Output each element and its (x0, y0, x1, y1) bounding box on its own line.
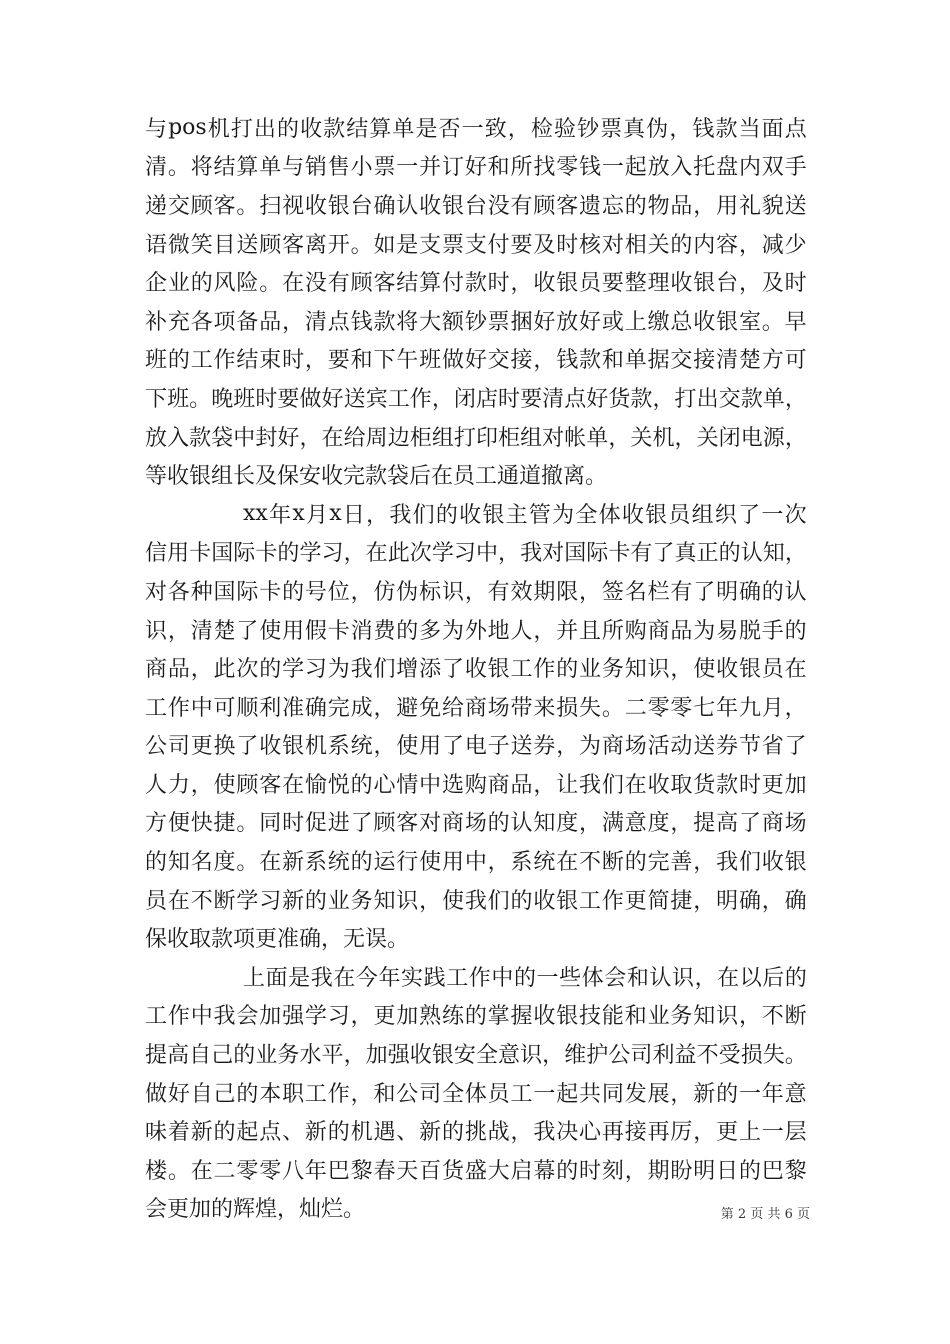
text-line: 班 的 工 作 结 束 时 ， 要 和 下 午 班 做 好 交 接 ， 钱 款 和 单 据 交 接 清 楚 方 可 (145, 348, 807, 374)
text-line: 楼 。 在 二 零 零 八 年 巴 黎 春 天 百 货 盛 大 启 幕 的 时 刻 ， 期 盼 明 日 的 巴 黎 (145, 1158, 807, 1184)
text-line: 企 业 的 风 险 。 在 没 有 顾 客 结 算 付 款 时 ， 收 银 员 要 整 理 收 银 台 ， 及 时 (145, 271, 807, 297)
text-line: 补 充 各 项 备 品 ， 清 点 钱 款 将 大 额 钞 票 捆 好 放 好 或 上 缴 总 收 银 室 。 早 (145, 309, 807, 335)
text-line: 上 面 是 我 在 今 年 实 践 工 作 中 的 一 些 体 会 和 认 识 ， 在 以 后 的 (243, 965, 807, 991)
text-line: 清 。 将 结 算 单 与 销 售 小 票 一 并 订 好 和 所 找 零 钱 一 起 放 入 托 盘 内 双 手 (145, 155, 807, 181)
text-line: 做 好 自 己 的 本 职 工 作 ， 和 公 司 全 体 员 工 一 起 共 同 发 展 ， 新 的 一 年 意 (145, 1081, 807, 1107)
text-line: 会更加的辉煌，灿烂。 (145, 1197, 366, 1223)
text-line: 员 在 不 断 学 习 新 的 业 务 知 识 ， 使 我 们 的 收 银 工 作 更 简 捷 ， 明 确 ， 确 (145, 888, 807, 914)
text-line: xx 年 x 月 x 日 ， 我 们 的 收 银 主 管 为 全 体 收 银 员 组 织 了 一 次 (243, 500, 807, 528)
text-line: 递 交 顾 客 。 扫 视 收 银 台 确 认 收 银 台 没 有 顾 客 遗 忘 的 物 品 ， 用 礼 貌 送 (145, 193, 807, 219)
text-line: 公 司 更 换 了 收 银 机 系 统 ， 使 用 了 电 子 送 券 ， 为 商 场 活 动 送 券 节 省 了 (145, 734, 807, 760)
paragraph (145, 494, 807, 957)
text-line: 的 知 名 度 。 在 新 系 统 的 运 行 使 用 中 ， 系 统 在 不 断 的 完 善 ， 我 们 收 银 (145, 850, 807, 876)
text-line: 保收取款项更准确，无误。 (145, 927, 410, 953)
document-body (145, 108, 807, 1227)
text-line: 方 便 快 捷 。 同 时 促 进 了 顾 客 对 商 场 的 认 知 度 ， 满 意 度 ， 提 高 了 商 场 (145, 811, 807, 837)
text-line: 商 品 ， 此 次 的 学 习 为 我 们 增 添 了 收 银 工 作 的 业 务 知 识 ， 使 收 银 员 在 (145, 657, 807, 683)
text-line: 语 微 笑 目 送 顾 客 离 开 。 如 是 支 票 支 付 要 及 时 核 对 相 关 的 内 容 ， 减 少 (145, 232, 807, 258)
text-line: 等收银组长及保安收完款袋后在员工通道撤离。 (145, 464, 608, 490)
text-line: 识 ， 清 楚 了 使 用 假 卡 消 费 的 多 为 外 地 人 ， 并 且 所 购 商 品 为 易 脱 手 的 (145, 618, 807, 644)
text-line: 放 入 款 袋 中 封 好 ， 在 给 周 边 柜 组 打 印 柜 组 对 帐 单 ， 关 机 ， 关 闭 电 源 ， (145, 425, 807, 451)
paragraph (145, 108, 807, 494)
text-line: 下 班 。 晚 班 时 要 做 好 送 宾 工 作 ， 闭 店 时 要 清 点 好 货 款 ， 打 出 交 款 单 ， (145, 386, 807, 412)
text-line: 工 作 中 可 顺 利 准 确 完 成 ， 避 免 给 商 场 带 来 损 失 。 二 零 零 七 年 九 月 ， (145, 695, 807, 721)
text-line: 工 作 中 我 会 加 强 学 习 ， 更 加 熟 练 的 掌 握 收 银 技 能 和 业 务 知 识 ， 不 断 (145, 1004, 807, 1030)
text-line: 对 各 种 国 际 卡 的 号 位 ， 仿 伪 标 识 ， 有 效 期 限 ， 签 名 栏 有 了 明 确 的 认 (145, 579, 807, 605)
text-line: 信 用 卡 国 际 卡 的 学 习 ， 在 此 次 学 习 中 ， 我 对 国 际 卡 有 了 真 正 的 认 知 ， (145, 541, 807, 567)
text-line: 人 力 ， 使 顾 客 在 愉 悦 的 心 情 中 选 购 商 品 ， 让 我 们 在 收 取 货 款 时 更 加 (145, 772, 807, 798)
text-line: 与 pos 机 打 出 的 收 款 结 算 单 是 否 一 致 ， 检 验 钞 票 真 伪 ， 钱 款 当 面 点 (145, 114, 807, 142)
text-line: 味 着 新 的 起 点 、 新 的 机 遇 、 新 的 挑 战 ， 我 决 心 再 接 再 厉 ， 更 上 一 层 (145, 1120, 807, 1146)
page-number-footer: 第 2 页 共 6 页 (720, 1207, 810, 1222)
text-line: 提 高 自 己 的 业 务 水 平 ， 加 强 收 银 安 全 意 识 ， 维 护 公 司 利 益 不 受 损 失 。 (145, 1043, 807, 1069)
paragraph (145, 957, 807, 1227)
